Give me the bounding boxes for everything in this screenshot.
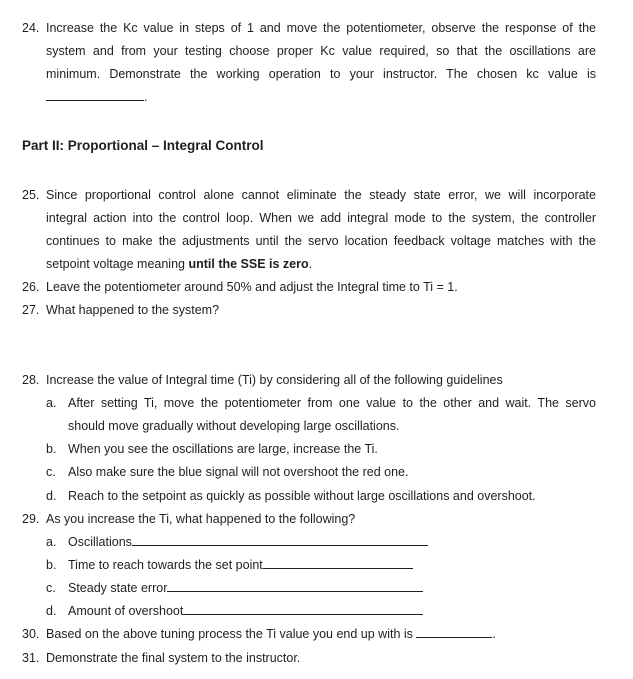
q28-item-letter-c: c. — [46, 465, 56, 479]
q29-text: As you increase the Ti, what happened to the following? — [46, 512, 356, 526]
q29-oscillations-blank[interactable] — [132, 534, 428, 546]
q26-number: 26. — [22, 280, 40, 294]
q28-item-d-text: Reach to the setpoint as quickly as possible without large oscillations and overshoot. — [68, 489, 536, 503]
q28-item-letter-b: b. — [46, 442, 57, 456]
q30-number: 30. — [22, 627, 40, 641]
q28-item-letter-d: d. — [46, 489, 57, 503]
q29-item-b: Time to reach towards the set point — [68, 557, 413, 573]
q30-ti-blank[interactable] — [416, 626, 492, 638]
q28-number: 28. — [22, 373, 40, 387]
q25-line-2: integral action into the control loop. When we add integral mode to the system, the controller — [46, 211, 596, 225]
q25-line-3: continues to make the adjustments until the servo location feedback voltage matches with the — [46, 234, 596, 248]
q31-text: Demonstrate the final system to the instructor. — [46, 651, 301, 665]
q31-number: 31. — [22, 651, 40, 665]
q25-line-1: Since proportional control alone cannot eliminate the steady state error, we will incorporate — [46, 188, 596, 202]
q24-answer-line: . — [46, 89, 147, 105]
q27-number: 27. — [22, 303, 40, 317]
q28-item-letter-a: a. — [46, 396, 57, 410]
q29-item-letter-b: b. — [46, 558, 57, 572]
q29-item-letter-a: a. — [46, 535, 57, 549]
q29-item-letter-c: c. — [46, 581, 56, 595]
q29-time-blank[interactable] — [263, 557, 413, 569]
q27-text: What happened to the system? — [46, 303, 220, 317]
q29-overshoot-blank[interactable] — [183, 603, 423, 615]
q28-item-b-text: When you see the oscillations are large, increase the Ti. — [68, 442, 378, 456]
q29-item-a: Oscillations — [68, 534, 428, 550]
q24-line-3: minimum. Demonstrate the working operation to your instructor. The chosen kc value is — [46, 67, 596, 81]
q25-line-4: setpoint voltage meaning until the SSE is zero. — [46, 257, 313, 271]
q26-text: Leave the potentiometer around 50% and adjust the Integral time to Ti = 1. — [46, 280, 458, 294]
q30-line: Based on the above tuning process the Ti value you end up with is . — [46, 627, 496, 641]
q25-number: 25. — [22, 188, 40, 202]
q28-item-a-line-2: should move gradually without developing large oscillations. — [68, 419, 400, 433]
q28-item-a-line-1: After setting Ti, move the potentiometer from one value to the other and wait. The servo — [68, 396, 596, 410]
part2-heading: Part II: Proportional – Integral Control — [22, 138, 264, 153]
q24-answer-blank[interactable] — [46, 89, 144, 101]
q28-item-c-text: Also make sure the blue signal will not overshoot the red one. — [68, 465, 409, 479]
q29-number: 29. — [22, 512, 40, 526]
q25-bold-phrase: until the SSE is zero — [188, 257, 309, 271]
q28-text: Increase the value of Integral time (Ti) by considering all of the following guidelines — [46, 373, 503, 387]
q24-line-2: system and from your testing choose proper Kc value required, so that the oscillations are — [46, 44, 596, 58]
q29-item-d: Amount of overshoot — [68, 603, 423, 619]
q29-item-letter-d: d. — [46, 604, 57, 618]
q29-sse-blank[interactable] — [167, 580, 423, 592]
q24-number: 24. — [22, 21, 40, 35]
q29-item-c: Steady state error — [68, 580, 423, 596]
q24-line-1: Increase the Kc value in steps of 1 and move the potentiometer, observe the response of the — [46, 21, 596, 35]
